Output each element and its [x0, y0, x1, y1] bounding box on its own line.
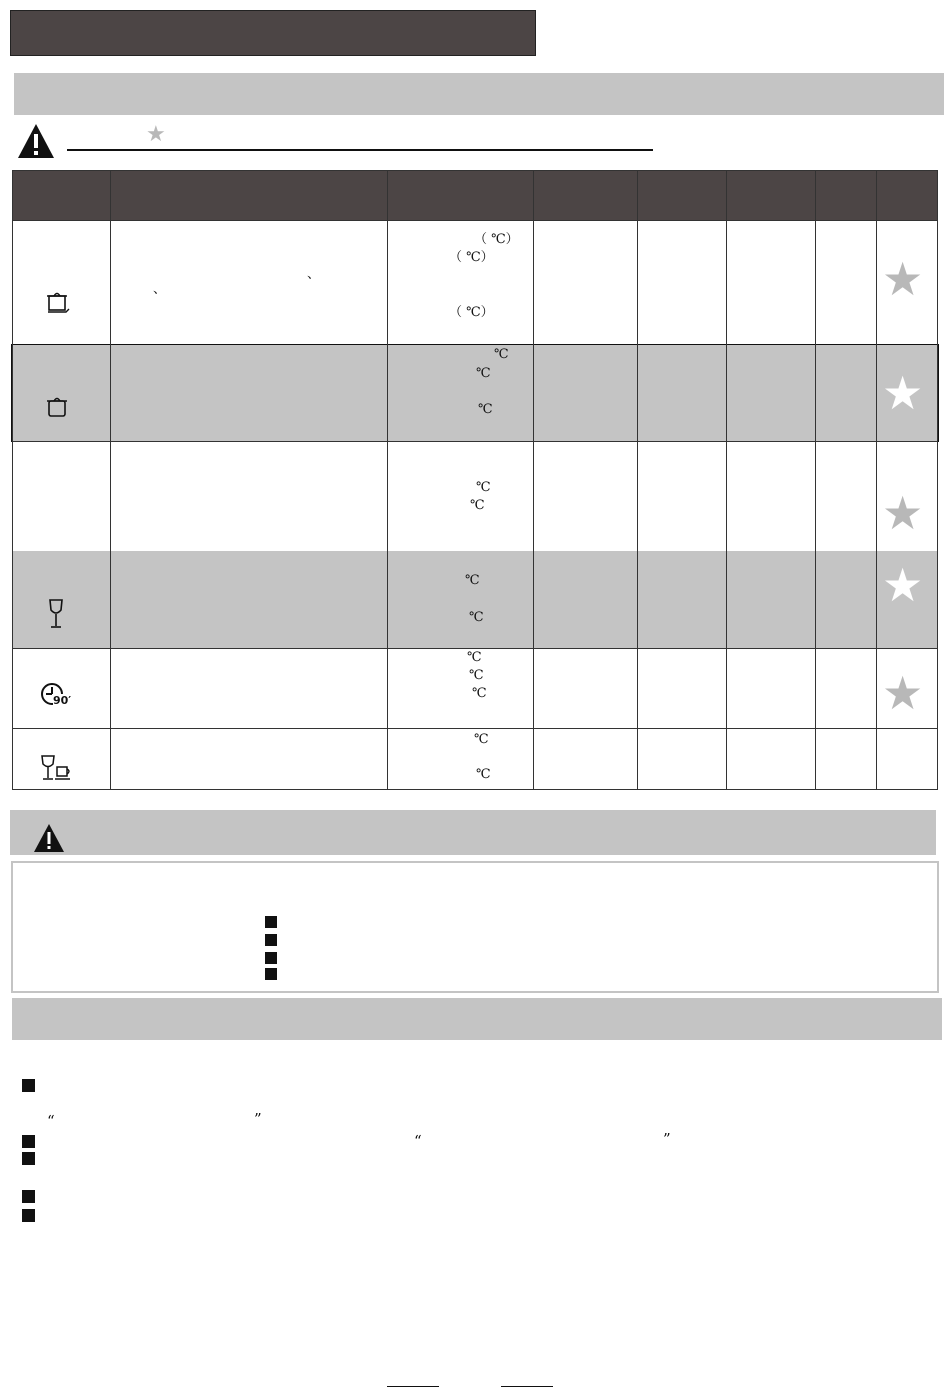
column-divider [726, 170, 727, 790]
temperature-mark: ℃ [476, 767, 491, 782]
temperature-mark: ℃ [494, 347, 509, 362]
star-icon: ★ [882, 252, 924, 306]
close-quote: ” [663, 1130, 671, 1148]
temperature-mark: ℃ [470, 498, 485, 513]
temperature-mark: ℃ [476, 366, 491, 381]
warning-triangle-icon [32, 822, 66, 854]
star-icon: ★ [882, 486, 924, 540]
temperature-mark: （ ℃） [449, 250, 494, 265]
column-divider [110, 170, 111, 790]
glass-icon [46, 598, 66, 630]
star-icon: ★ [882, 558, 924, 612]
subsection-header-bar [14, 73, 944, 115]
column-divider [533, 170, 534, 790]
row-divider [12, 441, 938, 442]
temperature-mark: ℃ [478, 402, 493, 417]
program-table [12, 170, 938, 790]
description-mark: 、 [307, 267, 321, 282]
bullet-icon [265, 916, 277, 928]
description-mark: 、 [153, 282, 167, 297]
bullet-icon [265, 968, 277, 980]
star-icon: ★ [146, 122, 166, 147]
90-min-label: 90′ [53, 694, 72, 707]
pot-icon [44, 394, 70, 420]
temperature-mark: ℃ [474, 732, 489, 747]
bullet-icon [265, 952, 277, 964]
temperature-mark: （ ℃） [449, 305, 494, 320]
subsection-header-bar [12, 998, 942, 1040]
warning-section-bar [10, 810, 936, 855]
glass-and-cup-icon [40, 754, 74, 782]
bullet-icon [22, 1135, 35, 1148]
open-quote: “ [47, 1112, 55, 1130]
open-quote: “ [414, 1132, 422, 1150]
temperature-mark: ℃ [465, 573, 480, 588]
bullet-icon [22, 1152, 35, 1165]
bullet-icon [22, 1190, 35, 1203]
temperature-mark: （ ℃） [474, 232, 519, 247]
warning-triangle-icon [16, 122, 56, 160]
bullet-icon [22, 1209, 35, 1222]
row-divider [12, 648, 938, 649]
temperature-mark: ℃ [472, 686, 487, 701]
temperature-mark: ℃ [469, 668, 484, 683]
column-divider [876, 170, 877, 790]
footer-line [387, 1386, 439, 1387]
column-divider [637, 170, 638, 790]
column-divider [815, 170, 816, 790]
column-divider [387, 170, 388, 790]
star-icon: ★ [882, 366, 924, 420]
section-title-bar [10, 10, 536, 56]
footer-line [501, 1386, 553, 1387]
bullet-icon [265, 934, 277, 946]
row-divider [12, 220, 938, 221]
bullet-icon [22, 1079, 35, 1092]
row-divider [12, 728, 938, 729]
legend-underline [67, 149, 653, 151]
star-icon: ★ [882, 666, 924, 720]
temperature-mark: ℃ [469, 610, 484, 625]
close-quote: ” [254, 1110, 262, 1128]
temperature-mark: ℃ [467, 650, 482, 665]
note-box [11, 861, 939, 993]
intensive-pot-icon [44, 288, 72, 316]
temperature-mark: ℃ [476, 480, 491, 495]
